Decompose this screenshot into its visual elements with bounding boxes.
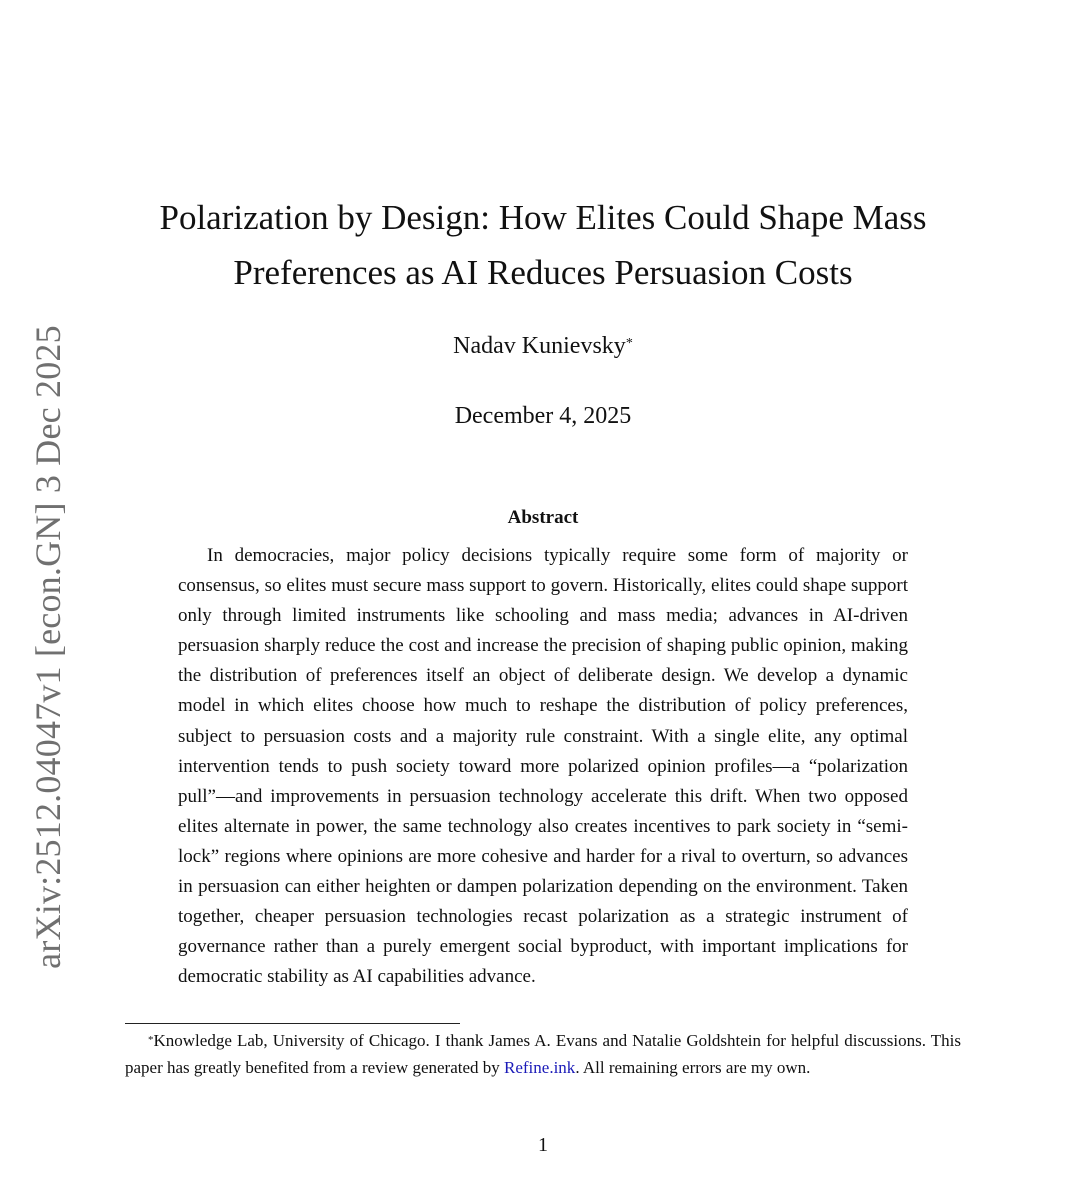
paper-title-line-1: Polarization by Design: How Elites Could Shape Mass [159,198,927,237]
author-line [130,331,956,361]
arxiv-side-stamp [18,325,78,970]
refine-ink-link[interactable]: Refine.ink [504,1057,576,1077]
arxiv-identifier: arXiv:2512.04047v1 [econ.GN] 3 Dec 2025 [28,325,68,969]
footnote [125,1028,961,1081]
footnote-divider [125,1023,460,1024]
abstract-heading: Abstract [507,507,579,528]
paper-date: December 4, 2025 [454,403,632,429]
page-number: 1 [538,1134,548,1156]
abstract-body: In democracies, major policy decisions typically require some form of majority or consensus, so elites must secure mass support to govern. Historically, elites could shape support only through limited instruments like schooling and mass media; advances in AI-driven persuasion sharply reduce the cost and increase the precision of shaping public opinion, making the distribution of preferences itself an object of deliberate design. We develop a dynamic model in which elites choose how much to reshape the distribution of policy preferences, subject to persuasion costs and a majority rule constraint. With a single elite, any optimal intervention tends to push society toward more polarized opinion profiles—a “polarization pull”—and improvements in persuasion technology accelerate this drift. When two opposed elites alternate in power, the same technology also creates incentives to park society in “semi-lock” regions where opinions are more cohesive and harder for a rival to overturn, so advances in persuasion can either heighten or dampen polarization depending on the environment. Taken together, cheaper persuasion technologies recast polarization as a strategic instrument of governance rather than a purely emergent social byproduct, with important implications for democratic stability as AI capabilities advance. [178,545,908,988]
author-name: Nadav Kunievsky [453,333,626,359]
author-footnote-mark: * [625,336,633,351]
paper-title [130,190,956,300]
footnote-text-before-link: Knowledge Lab, University of Chicago. I thank James A. Evans and Natalie Goldshtein for helpful discussions. This paper has greatly benefited from a review generated by [125,1031,961,1077]
paper-title-line-2: Preferences as AI Reduces Persuasion Costs [233,253,853,292]
footnote-text-after-link: . All remaining errors are my own. [575,1057,811,1077]
footnote-mark: * [148,1034,154,1046]
